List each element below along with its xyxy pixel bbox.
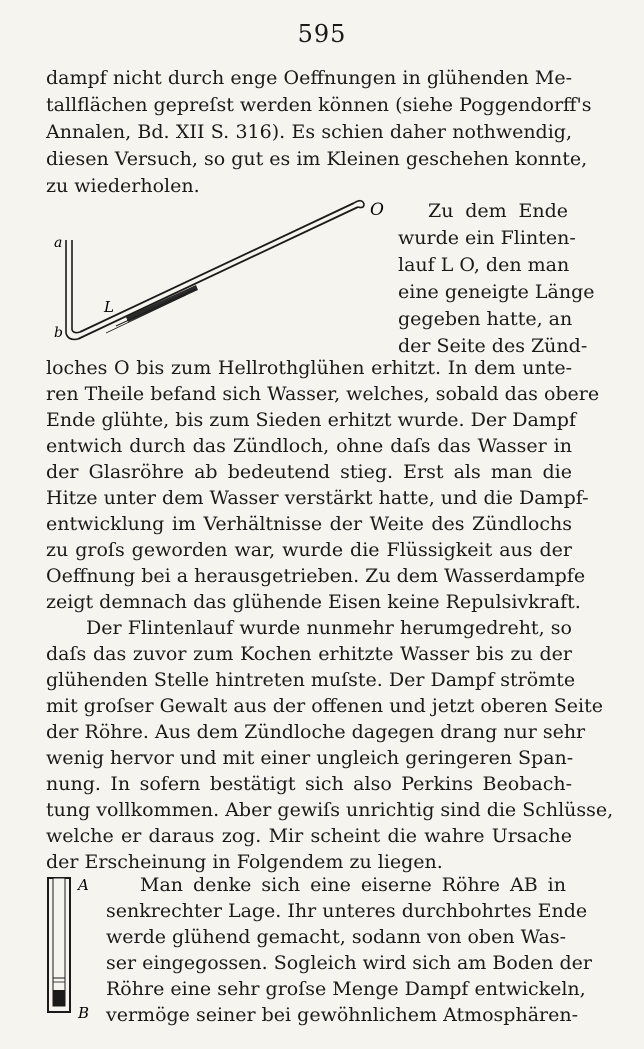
text-line: lauf L O, den man xyxy=(398,254,570,276)
text-line: ren Theile befand sich Wasser, welches, sobald das obere xyxy=(46,383,600,405)
text-line: daſs das zuvor zum Kochen erhitzte Wasser bis zu der xyxy=(46,643,572,665)
text-line: glühenden Stelle hintreten muſste. Der Dampf strömte xyxy=(46,669,576,691)
text-line: Annalen, Bd. XII S. 316). Es schien daher nothwendig, xyxy=(46,121,572,143)
text-line: der Seite des Zünd- xyxy=(398,335,588,357)
page-number: 595 xyxy=(297,20,347,48)
text-line: Ende glühte, bis zum Sieden erhitzt wurde. Der Dampf xyxy=(46,409,576,431)
text-line: Hitze unter dem Wasser verstärkt hatte, und die Dampf- xyxy=(46,487,589,509)
text-line: werde glühend gemacht, sodann von oben Was- xyxy=(106,926,566,948)
text-line: der Glasröhre ab bedeutend stieg. Erst als man die xyxy=(46,461,572,483)
iron-tube-figure xyxy=(42,872,100,1022)
text-line: wurde ein Flinten- xyxy=(398,227,576,249)
text-line: vermöge seiner bei gewöhnlichem Atmosphären- xyxy=(106,1004,579,1026)
gun-barrel-figure xyxy=(46,195,391,350)
label-b: b xyxy=(54,325,63,341)
text-line: loches O bis zum Hellrothglühen erhitzt. In dem unte- xyxy=(46,357,572,379)
text-line: wenig hervor und mit einer ungleich geringeren Span- xyxy=(46,747,574,769)
text-line: eine geneigte Länge xyxy=(398,281,595,303)
text-line: der Erscheinung in Folgendem zu liegen. xyxy=(46,851,443,873)
text-line: zu wiederholen. xyxy=(46,175,200,197)
gun-barrel-diagram xyxy=(46,195,391,350)
label-B: B xyxy=(78,1004,90,1022)
text-line: der Röhre. Aus dem Zündloche dagegen drang nur sehr xyxy=(46,721,586,743)
text-line: nung. In sofern bestätigt sich also Perkins Beobach- xyxy=(46,773,572,795)
text-line: tung vollkommen. Aber gewiſs unrichtig sind die Schlüsse, xyxy=(46,799,614,821)
text-line: entwich durch das Zündloch, ohne daſs das Wasser in xyxy=(46,435,572,457)
text-line: Der Flintenlauf wurde nunmehr herumgedreht, so xyxy=(86,617,572,639)
text-line: entwicklung im Verhältnisse der Weite des Zündlochs xyxy=(46,513,572,535)
text-line: gegeben hatte, an xyxy=(398,308,573,330)
text-line: welche er daraus zog. Mir scheint die wahre Ursache xyxy=(46,825,572,847)
text-line: Oeffnung bei a herausgetrieben. Zu dem Wasserdampfe xyxy=(46,565,586,587)
label-O: O xyxy=(370,200,384,220)
label-a: a xyxy=(54,235,63,251)
text-line: mit groſser Gewalt aus der offenen und jetzt oberen Seite xyxy=(46,695,603,717)
text-line: diesen Versuch, so gut es im Kleinen geschehen konnte, xyxy=(46,148,588,170)
text-line: Zu dem Ende xyxy=(428,200,568,222)
text-line: zeigt demnach das glühende Eisen keine Repulsivkraft. xyxy=(46,591,581,613)
label-A: A xyxy=(78,876,89,894)
text-line: Man denke sich eine eiserne Röhre AB in xyxy=(140,874,566,896)
iron-tube-diagram xyxy=(42,872,100,1022)
text-line: tallflächen gepreſst werden können (siehe Poggendorff's xyxy=(46,94,592,116)
text-line: dampf nicht durch enge Oeffnungen in glühenden Me- xyxy=(46,67,572,89)
text-line: senkrechter Lage. Ihr unteres durchbohrtes Ende xyxy=(106,900,588,922)
text-line: ser eingegossen. Sogleich wird sich am Boden der xyxy=(106,952,593,974)
text-line: zu groſs geworden war, wurde die Flüssigkeit aus der xyxy=(46,539,572,561)
text-line: Röhre eine sehr groſse Menge Dampf entwickeln, xyxy=(106,978,586,1000)
label-L: L xyxy=(104,298,114,316)
